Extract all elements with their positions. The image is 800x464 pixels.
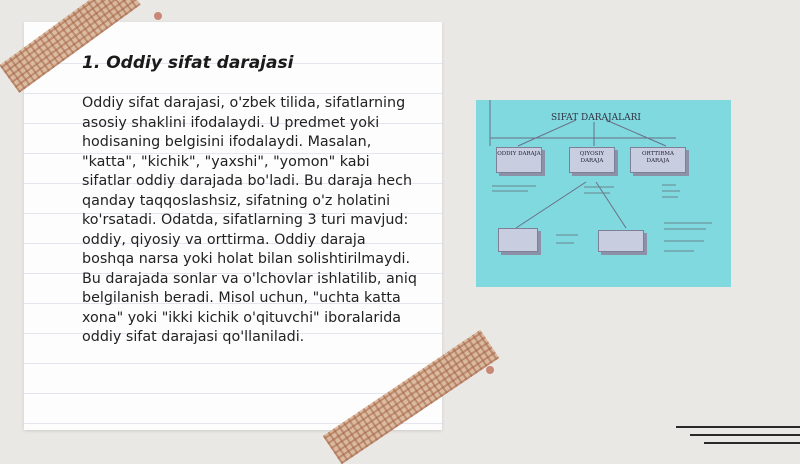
faint-text-line	[492, 185, 536, 187]
node-lower-left	[498, 228, 538, 252]
node-qiyosiy: QIYOSIY DARAJA	[569, 147, 615, 173]
pin-bottom	[486, 366, 494, 374]
node-lower-right	[598, 230, 644, 252]
faint-text-line	[664, 240, 704, 242]
node-orttirma: ORTTIRMA DARAJA	[630, 147, 686, 173]
pin-top	[154, 12, 162, 20]
faint-text-line	[556, 242, 574, 244]
faint-text-line	[662, 190, 680, 192]
decorative-line	[704, 442, 800, 444]
decorative-line	[690, 434, 800, 436]
faint-text-line	[664, 228, 706, 230]
faint-text-line	[662, 184, 676, 186]
faint-text-line	[492, 190, 528, 192]
decorative-line	[676, 426, 800, 428]
faint-text-line	[556, 234, 578, 236]
faint-text-line	[662, 196, 678, 198]
faint-text-line	[584, 186, 614, 188]
faint-text-line	[584, 192, 610, 194]
slide-paragraph: Oddiy sifat darajasi, o'zbek tilida, sifatlarning asosiy shaklini ifodalaydi. U predmet yoki hodisaning belgisini ifodalaydi. Masalan, "katta", "kichik", "yaxshi", "yomon" kabi sifatlar oddiy darajada bo'ladi. Bu daraja hech qanday taqqoslashsiz, sifatning o'z holatini ko'rsatadi. Odatda, sifatlarning 3 turi mavjud: oddiy, qiyosiy va orttirma. Oddiy daraja boshqa narsa yoki holat bilan solishtirilmaydi. Bu darajada sonlar va o'lchovlar ishlatilib, aniq belgilanish beradi. Misol uchun, "uchta katta xona" yoki "ikki kichik o'qituvchi" iboralarida oddiy sifat darajasi qo'llaniladi.	[82, 95, 417, 345]
node-oddiy: ODDIY DARAJA	[496, 147, 542, 173]
sifat-darajalari-diagram	[476, 100, 731, 287]
slide-heading: 1. Oddiy sifat darajasi	[82, 53, 294, 73]
faint-text-line	[664, 250, 694, 252]
faint-text-line	[664, 222, 712, 224]
diagram-title: SIFAT DARAJALARI	[551, 113, 641, 123]
